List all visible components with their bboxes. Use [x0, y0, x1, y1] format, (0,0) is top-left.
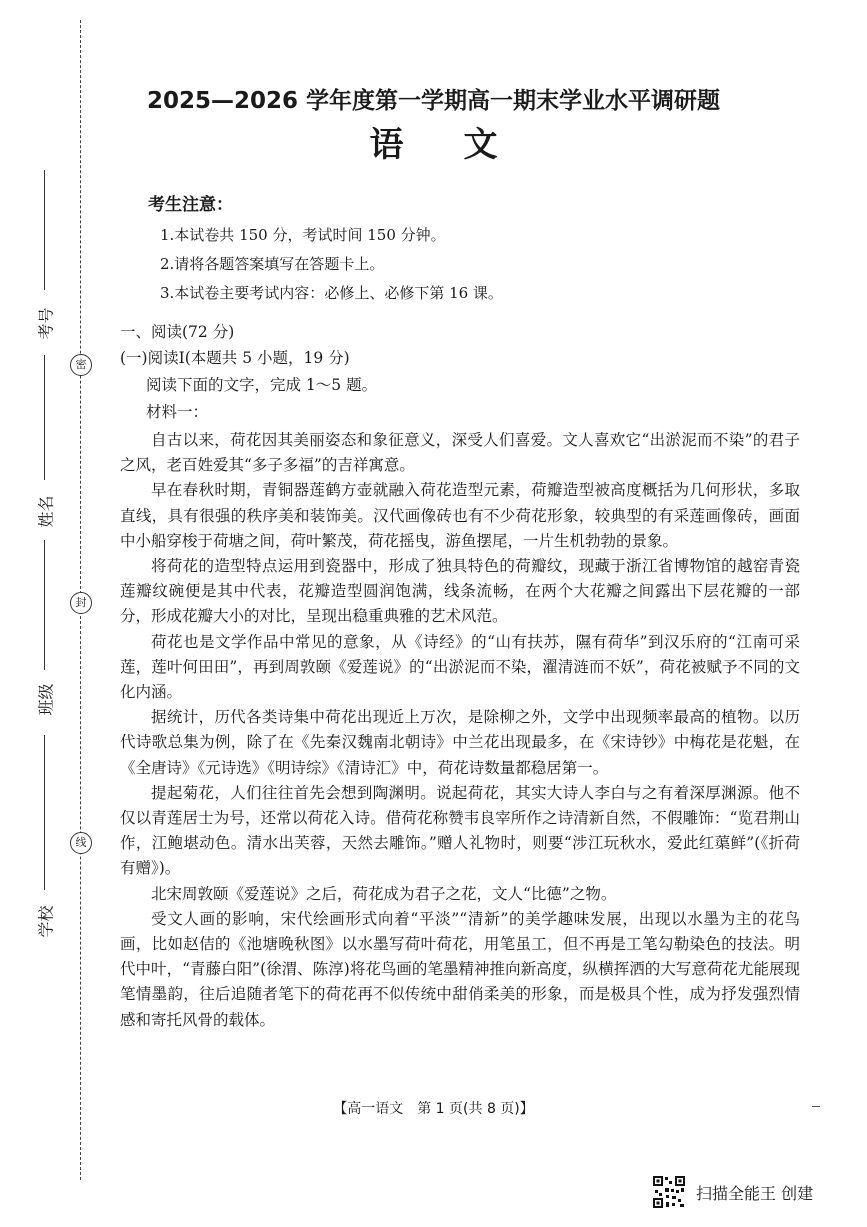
- school-label: 学校: [36, 905, 56, 938]
- line-mark: 线: [70, 832, 92, 854]
- part-heading: 一、阅读(72 分): [120, 323, 235, 341]
- instruction: 阅读下面的文字，完成 1～5 题。: [146, 376, 378, 394]
- class-field[interactable]: [44, 540, 45, 670]
- sub-heading: (一)阅读Ⅰ(本题共 5 小题，19 分): [120, 349, 350, 367]
- paragraph: 提起菊花，人们往往首先会想到陶渊明。说起荷花，其实大诗人李白与之有着深厚渊源。他不仅以青莲居士为号，还常以荷花入诗。借荷花称赞韦良宰所作之诗清新自然，不假雕饰：“览君荆山作，江鲍堪动色。清水出芙蓉，天然去雕饰。”赠人礼物时，则要“涉江玩秋水，爱此红蕖鲜”(《折荷有赠》)。: [120, 783, 800, 878]
- exam-title: 2025—2026 学年度第一学期高一期末学业水平调研题: [146, 88, 721, 114]
- notice-item: 2.请将各题答案填写在答题卡上。: [160, 255, 385, 273]
- notice-heading: 考生注意：: [148, 195, 233, 215]
- page-footer: 【高一语文 第 1 页(共 8 页)】: [333, 1101, 534, 1117]
- material-label: 材料一：: [146, 403, 209, 421]
- notice-item: 1.本试卷共 150 分，考试时间 150 分钟。: [160, 226, 446, 244]
- paragraph: 据统计，历代各类诗集中荷花出现近上万次，是除柳之外，文学中出现频率最高的植物。以历代诗歌总集为例，除了在《先秦汉魏南北朝诗》中兰花出现最多，在《宋诗钞》中梅花是花魁，在《全唐诗》《元诗选》《明诗综》《清诗汇》中，荷花诗数量都稳居第一。: [120, 708, 800, 777]
- paragraph: 自古以来，荷花因其美丽姿态和象征意义，深受人们喜爱。文人喜欢它“出淤泥而不染”的君子之风，老百姓爱其“多子多福”的吉祥寓意。: [120, 431, 800, 475]
- subject-title: 语文: [369, 125, 558, 165]
- name-field[interactable]: [44, 355, 45, 480]
- class-label: 班级: [36, 683, 56, 716]
- name-label: 姓名: [36, 495, 56, 528]
- paragraph: 受文人画的影响，宋代绘画形式向着“平淡”“清新”的美学趣味发展，出现以水墨为主的花鸟画，比如赵佶的《池塘晚秋图》以水墨写荷叶荷花，用笔虽工，但不再是工笔勾勒染色的技法。明代中叶，“青藤白阳”(徐渭、陈淳)将花鸟画的笔墨精神推向新高度，纵横挥洒的大写意荷花尤能展现笔情墨韵，往后追随者笔下的荷花再不似传统中甜俏柔美的形象，而是极具个性，成为抒发强烈情感和寄托风骨的载体。: [120, 909, 800, 1029]
- qr-code-icon: [652, 1175, 686, 1209]
- scanner-label: 扫描全能王 创建: [696, 1183, 814, 1203]
- exam-number-field[interactable]: [44, 170, 45, 290]
- exam-notice: [148, 190, 798, 308]
- exam-number-label: 考号: [36, 307, 56, 340]
- paragraph: 将荷花的造型特点运用到瓷器中，形成了独具特色的荷瓣纹，现藏于浙江省博物馆的越窑青瓷莲瓣纹碗便是其中代表，花瓣造型圆润饱满，线条流畅，在两个大花瓣之间露出下层花瓣的一部分，形成花瓣大小的对比，呈现出稳重典雅的艺术风范。: [120, 557, 800, 626]
- fix-mark: 封: [70, 592, 92, 614]
- notice-item: 3.本试卷主要考试内容：必修上、必修下第 16 课。: [160, 284, 503, 302]
- paragraph: 北宋周敦颐《爱莲说》之后，荷花成为君子之花，文人“比德”之物。: [151, 884, 617, 903]
- paragraph: 早在春秋时期，青铜器莲鹤方壶就融入荷花造型元素，荷瓣造型被高度概括为几何形状，多取直线，具有很强的秩序美和装饰美。汉代画像砖也有不少荷花形象，较典型的有采莲画像砖，画面中小船穿梭于荷塘之间，荷叶繁茂，荷花摇曳，游鱼摆尾，一片生机勃勃的景象。: [120, 481, 800, 550]
- reading-passage: [120, 428, 800, 1033]
- scanner-watermark: [652, 1174, 813, 1210]
- paragraph: 荷花也是文学作品中常见的意象，从《诗经》的“山有扶苏，隰有荷华”到汉乐府的“江南可采莲，莲叶何田田”，再到周敦颐《爱莲说》的“出淤泥而不染，濯清涟而不妖”，荷花被赋予不同的文化内涵。: [120, 632, 800, 702]
- school-field[interactable]: [44, 735, 45, 890]
- seal-mark: 密: [70, 354, 92, 376]
- corner-tick: [812, 1106, 820, 1107]
